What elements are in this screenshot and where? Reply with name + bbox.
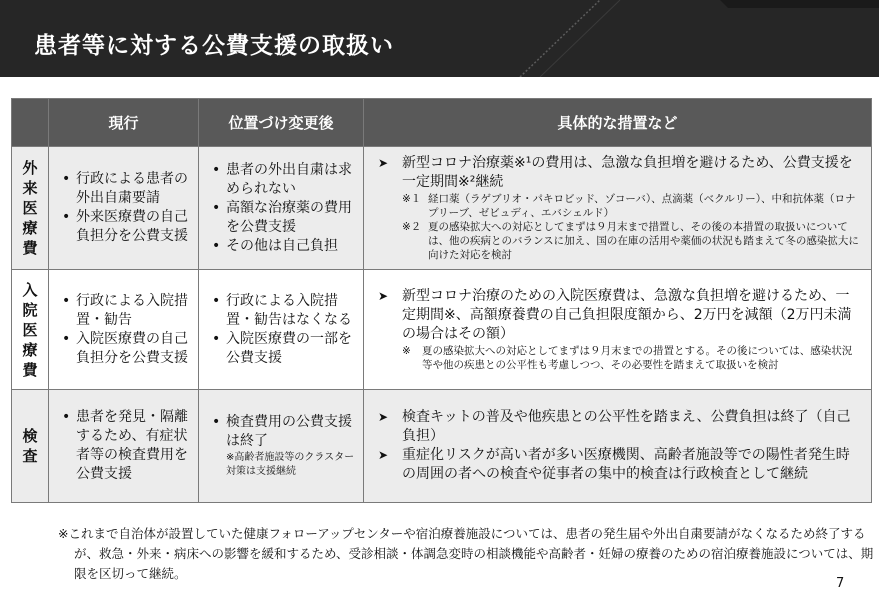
column-header-blank [12,99,49,147]
row-label-char: 検 [22,427,38,445]
row-label-char: 入 [22,280,38,299]
measure-text: 検査キットの普及や他疾患との公平性を踏まえ、公費負担は終了（自己負担） [402,409,851,444]
current-cell [49,390,199,503]
measures-cell [364,390,872,503]
row-label-char: 費 [22,239,38,257]
current-cell [49,270,199,390]
list-item: • 患者を発見・隔離するため、有症状者等の検査費用を公費支援 [62,408,197,484]
triangle-arrow-icon: ➤ [378,448,389,462]
list-item: • 入院医療費の自己負担分を公費支援 [62,330,197,368]
note-text: 夏の感染拡大への対応としてまずは９月末まで措置し、その後の本措置の取扱いについては、他の疾病とのバランスに加え、国の在庫の活用や薬価の状況も踏まえて冬の感染拡大に向けた対応を検討 [428,221,859,261]
list-item: • 患者の外出自粛は求められない [212,161,362,199]
list-item [212,413,362,451]
measure-text: 重症化リスクが高い者が多い医療機関、高齢者施設等での陽性者発生時の周囲の者への検査や従事者の集中的検査は行政検査として継続 [402,447,850,482]
row-label-char: 院 [22,300,38,319]
after-subnote: ※高齢者施設等のクラスター対策は支援継続 [226,452,355,477]
list-item: • 行政による患者の外出自粛要請 [62,170,197,208]
after-cell [199,270,364,390]
measure-note [378,220,861,262]
measure-item [378,154,861,192]
row-label-char: 費 [22,360,38,379]
measure-note [378,344,861,372]
table-row [12,270,872,390]
measure-text: 新型コロナ治療のための入院医療費は、急激な負担増を避けるため、一定期間※、高額療養費の自己負担限度額から、2万円を減額（2万円未満の場合はその額） [402,288,852,342]
list-item: • 行政による入院措置・勧告 [62,292,197,330]
list-item: • その他は自己負担 [212,237,362,256]
row-label-char: 医 [22,199,38,217]
triangle-arrow-icon: ➤ [378,289,389,303]
note-mark: ※ [402,345,411,357]
list-item: • 入院医療費の一部を公費支援 [212,330,362,368]
page-title: 患者等に対する公費支援の取扱い [34,33,394,59]
table-header-row [12,99,872,147]
current-cell [49,147,199,270]
measure-text: 新型コロナ治療薬※¹の費用は、急激な負担増を避けるため、公費支援を一定期間※²継続 [402,155,853,190]
row-label-char: 医 [22,320,38,339]
row-label-inpatient [12,270,49,390]
row-label-char: 査 [22,447,38,465]
triangle-arrow-icon: ➤ [378,410,389,424]
support-table [11,98,872,503]
list-item: • 高額な治療薬の費用を公費支援 [212,199,362,237]
row-label-char: 外 [22,159,38,177]
after-cell [199,390,364,503]
row-label-outpatient [12,147,49,270]
note-text: 経口薬（ラゲブリオ・パキロビッド、ゾコーバ）、点滴薬（ベクルリー）、中和抗体薬（ロナプリーブ、ゼビュディ、エバシェルド） [428,193,856,219]
table-row [12,390,872,503]
column-header-current: 現行 [49,99,199,147]
measure-item [378,287,861,344]
table-row [12,147,872,270]
row-label-char: 療 [22,340,38,359]
measures-cell [364,270,872,390]
slide-header [0,0,879,77]
list-item: • 行政による入院措置・勧告はなくなる [212,292,362,330]
measure-item [378,408,861,446]
triangle-arrow-icon: ➤ [378,156,389,170]
column-header-after: 位置づけ変更後 [199,99,364,147]
list-item: • 外来医療費の自己負担分を公費支援 [62,208,197,246]
row-label-char: 来 [22,179,38,197]
footnote: ※これまで自治体が設置していた健康フォローアップセンターや宿泊療養施設については、患者の発生届や外出自粛要請がなくなるため終了するが、救急・外来・病床への影響を緩和するため、受診相談・体調急変時の相談機能や高齢者・妊婦の療養のための宿泊療養施設については、期限を区切って継続。 [58,526,874,581]
page-number: 7 [836,576,845,591]
row-label-testing [12,390,49,503]
measure-item [378,446,861,484]
note-text: 夏の感染拡大への対応としてまずは９月末までの措置とする。その後については、感染状況等や他の疾患との公平性も考慮しつつ、その必要性を踏まえて取扱いを検討 [422,345,853,371]
column-header-measures: 具体的な措置など [364,99,872,147]
list-item-text: 検査費用の公費支援は終了 [226,414,352,449]
after-cell [199,147,364,270]
measures-cell [364,147,872,270]
note-mark: ※１ [402,193,422,205]
row-label-char: 療 [22,219,38,237]
note-mark: ※２ [402,221,422,233]
measure-note [378,192,861,220]
